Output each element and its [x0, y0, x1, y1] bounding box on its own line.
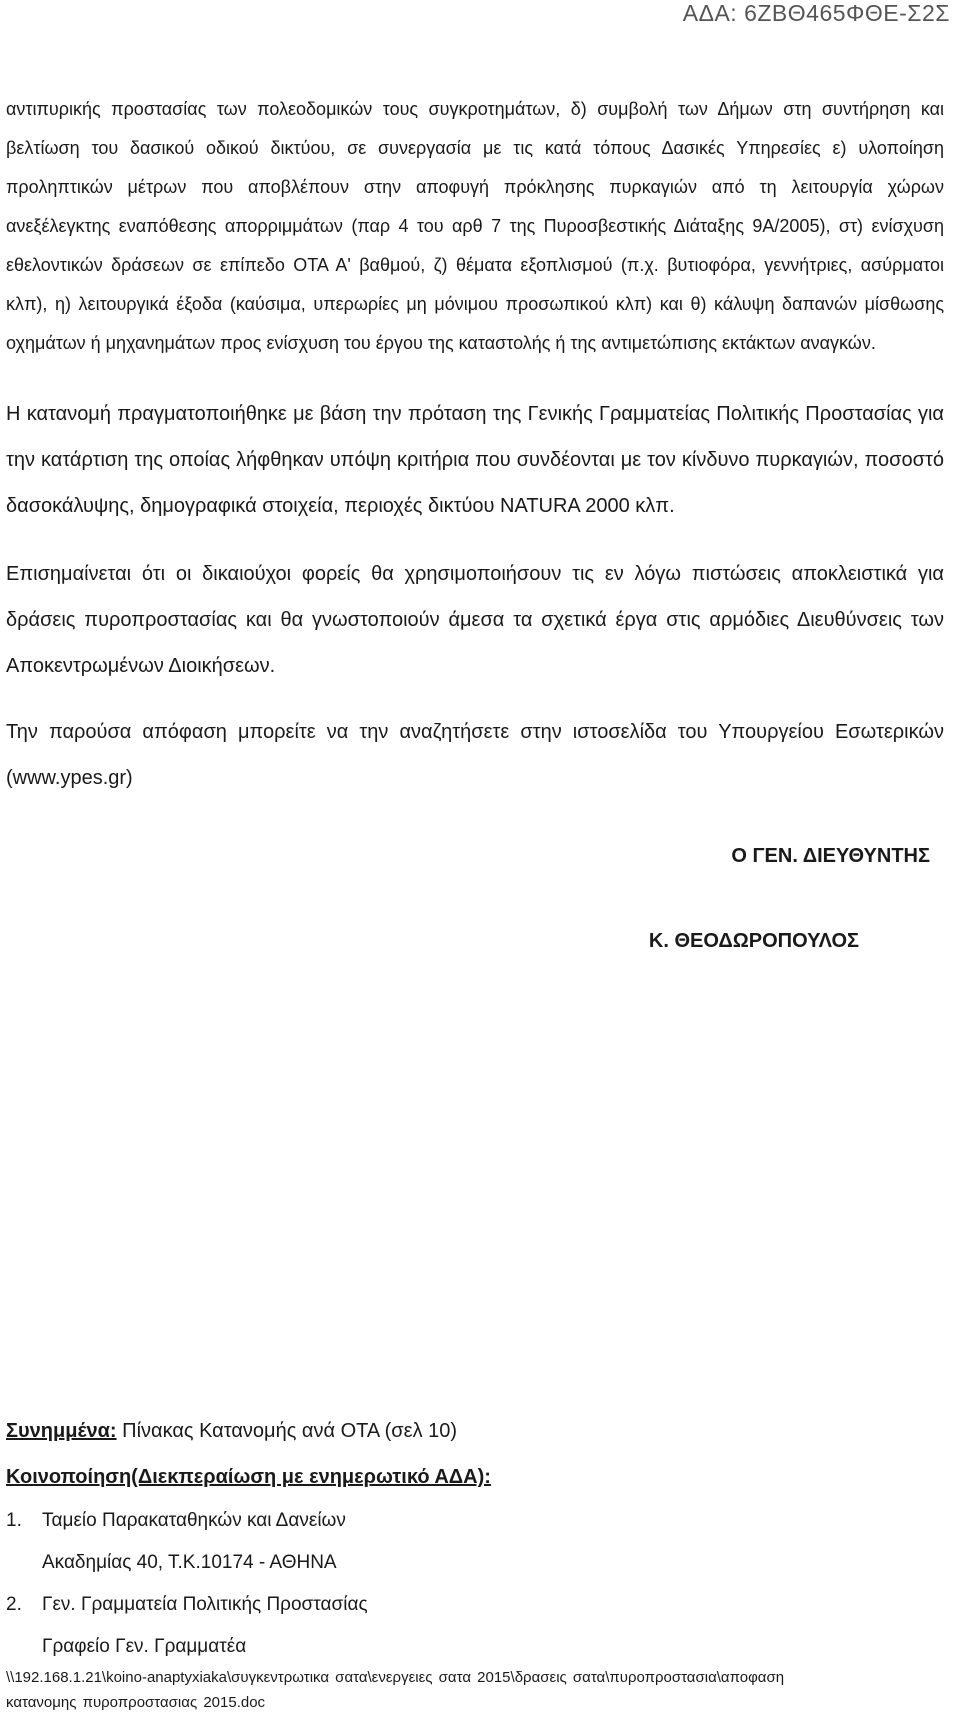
paragraph-allocation: Η κατανομή πραγματοποιήθηκε με βάση την πρόταση της Γενικής Γραμματείας Πολιτικής Προστασίας για την κατάρτιση της οποίας λήφθηκαν υπόψη κριτήρια που συνδέονται με τον κίνδυνο πυρκαγιών, ποσοστό δασοκάλυψης, δημογραφικά στοιχεία, περιοχές δικτύου NATURA 2000 κλπ.: [6, 403, 944, 517]
notification-list: [6, 1500, 944, 1668]
attachments-section: [6, 1408, 944, 1668]
list-item: [6, 1584, 944, 1626]
list-item-address: Ακαδημίας 40, Τ.Κ.10174 - ΑΘΗΝΑ: [42, 1552, 337, 1573]
list-item-number: 2.: [6, 1594, 22, 1615]
notification-label: Κοινοποίηση(Διεκπεραίωση με ενημερωτικό ΑΔΑ):: [6, 1466, 491, 1488]
file-path-footer: [6, 1665, 946, 1715]
attachments-label: Συνημμένα:: [6, 1420, 117, 1442]
attachments-text: Πίνακας Κατανομής ανά ΟΤΑ (σελ 10): [116, 1420, 458, 1442]
paragraph-website: Την παρούσα απόφαση μπορείτε να την αναζητήσετε στην ιστοσελίδα του Υπουργείου Εσωτερικών (www.ypes.gr): [6, 721, 944, 789]
signature-name: Κ. ΘΕΟΔΩΡΟΠΟΥΛΟΣ: [648, 930, 859, 952]
ada-header: ΑΔΑ: 6ΖΒΘ465ΦΘΕ-Σ2Σ: [682, 0, 950, 26]
file-path-line: \\192.168.1.21\koino-anaptyxiaka\συγκεντρωτικα σατα\ενεργειες σατα 2015\δρασεις σατα\πυροπροστασια\αποφαση: [6, 1669, 785, 1686]
list-item-title: Γεν. Γραμματεία Πολιτικής Προστασίας: [42, 1594, 368, 1615]
signature-title: Ο ΓΕΝ. ΔΙΕΥΘΥΝΤΗΣ: [731, 845, 930, 867]
notification-line: [6, 1454, 944, 1500]
list-item: [6, 1500, 944, 1542]
list-item-number: 1.: [6, 1510, 22, 1531]
list-item-address: Γραφείο Γεν. Γραμματέα: [42, 1636, 247, 1657]
attachments-line: [6, 1408, 944, 1454]
paragraph-actions: αντιπυρικής προστασίας των πολεοδομικών τους συγκροτημάτων, δ) συμβολή των Δήμων στη συντήρηση και βελτίωση του δασικού οδικού δικτύου, σε συνεργασία με τις κατά τόπους Δασικές Υπηρεσίες ε) υλοποίηση προληπτικών μέτρων που αποβλέπουν στην αποφυγή πρόκλησης πυρκαγιών από τη λειτουργία χώρων ανεξέλεγκτης εναπόθεσης απορριμμάτων (παρ 4 του αρθ 7 της Πυροσβεστικής Διάταξης 9Α/2005), στ) ενίσχυση εθελοντικών δράσεων σε επίπεδο ΟΤΑ Α' βαθμού, ζ) θέματα εξοπλισμού (π.χ. βυτιοφόρα, γεννήτριες, ασύρματοι κλπ), η) λειτουργικά έξοδα (καύσιμα, υπερωρίες μη μόνιμου προσωπικού κλπ) και θ) κάλυψη δαπανών μίσθωσης οχημάτων ή μηχανημάτων προς ενίσχυση του έργου της καταστολής ή της αντιμετώπισης εκτάκτων αναγκών.: [6, 99, 944, 353]
file-path-line: κατανομης πυροπροστασιας 2015.doc: [6, 1694, 266, 1711]
document-body: [6, 90, 944, 953]
paragraph-notice: Επισημαίνεται ότι οι δικαιούχοι φορείς θα χρησιμοποιήσουν τις εν λόγω πιστώσεις αποκλειστικά για δράσεις πυροπροστασίας και θα γνωστοποιούν άμεσα τα σχετικά έργα στις αρμόδιες Διευθύνσεις των Αποκεντρωμένων Διοικήσεων.: [6, 563, 944, 677]
list-item-title: Ταμείο Παρακαταθηκών και Δανείων: [42, 1510, 346, 1531]
